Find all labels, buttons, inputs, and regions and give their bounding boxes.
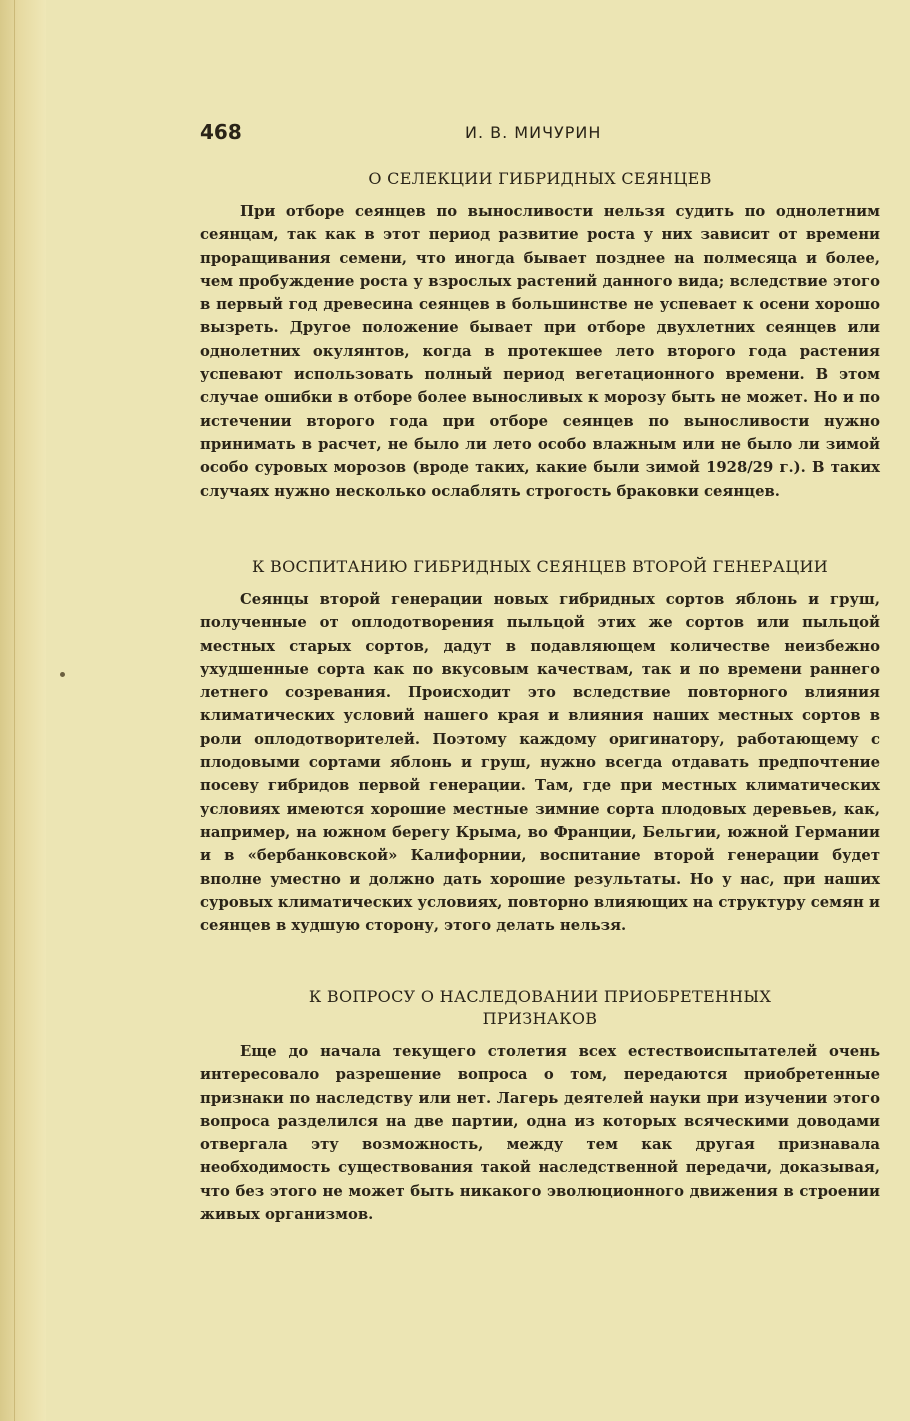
section-title-line2: ПРИЗНАКОВ xyxy=(482,1009,598,1028)
section-selection xyxy=(200,168,880,503)
page-number: 468 xyxy=(200,120,242,144)
section-inheritance xyxy=(200,986,880,1226)
section-title: К ВОСПИТАНИЮ ГИБРИДНЫХ СЕЯНЦЕВ ВТОРОЙ ГЕНЕРАЦИИ xyxy=(251,557,829,576)
running-title: И. В. МИЧУРИН xyxy=(465,123,602,142)
section-second-generation xyxy=(200,556,880,937)
section-text: Сеянцы второй генерации новых гибридных сортов яблонь и груш, полученные от оплодотворения пыльцой этих же сортов или пыльцой местных старых сортов, дадут в подавляющем количестве неизбежно ухудшенные сорта как по вкусовым качествам, так и по времени раннего летнего созревания. Происходит это вследствие повторного влияния климатических условий нашего края и влияния наших местных сортов в роли оплодотворителей. Поэтому каждому оригинатору, работающему с плодовыми сортами яблонь и груш, нужно всегда отдавать предпочтение посеву гибридов первой генерации. Там, где при местных климатических условиях имеются хорошие местные зимние сорта плодовых деревьев, как, например, на южном берегу Крыма, во Франции, Бельгии, южной Германии и в «бербанковской» Калифорнии, воспитание второй генерации будет вполне уместно и должно дать хорошие результаты. Но у нас, при наших суровых климатических условиях, повторно влияющих на структуру семян и сеянцев в худшую сторону, этого делать нельзя. xyxy=(200,591,880,935)
section-title-line1: К ВОПРОСУ О НАСЛЕДОВАНИИ ПРИОБРЕТЕННЫХ xyxy=(308,987,772,1006)
section-title xyxy=(200,986,880,1030)
page-header xyxy=(200,120,880,150)
page-edge xyxy=(0,0,46,1421)
section-text: При отборе сеянцев по выносливости нельзя судить по однолетним сеянцам, так как в этот период развитие роста у них зависит от времени проращивания семени, что иногда бывает позднее на полмесяца и более, чем пробуждение роста у взрослых растений данного вида; вследствие этого в первый год древесина сеянцев в большинстве не успевает к осени хорошо вызреть. Другое положение бывает при отборе двухлетних сеянцев или однолетних окулянтов, когда в протекшее лето второго года растения успевают использовать полный период вегетационного времени. В этом случае ошибки в отборе более выносливых к морозу быть не может. Но и по истечении второго года при отборе сеянцев по выносливости нужно принимать в расчет, не было ли лето особо влажным или не было ли зимой особо суровых морозов (вроде таких, какие были зимой 1928/29 г.). В таких случаях нужно несколько ослаблять строгость браковки сеянцев. xyxy=(200,203,880,500)
section-title: О СЕЛЕКЦИИ ГИБРИДНЫХ СЕЯНЦЕВ xyxy=(368,169,712,188)
section-text: Еще до начала текущего столетия всех естествоиспытателей очень интересовало разрешение вопроса о том, передаются приобретенные признаки по наследству или нет. Лагерь деятелей науки при изучении этого вопроса разделился на две партии, одна из которых всяческими доводами отвергала эту возможность, между тем как другая признавала необходимость существования такой наследственной передачи, доказывая, что без этого не может быть никакого эволюционного движения в строении живых организмов. xyxy=(200,1043,880,1224)
margin-mark xyxy=(60,672,65,677)
